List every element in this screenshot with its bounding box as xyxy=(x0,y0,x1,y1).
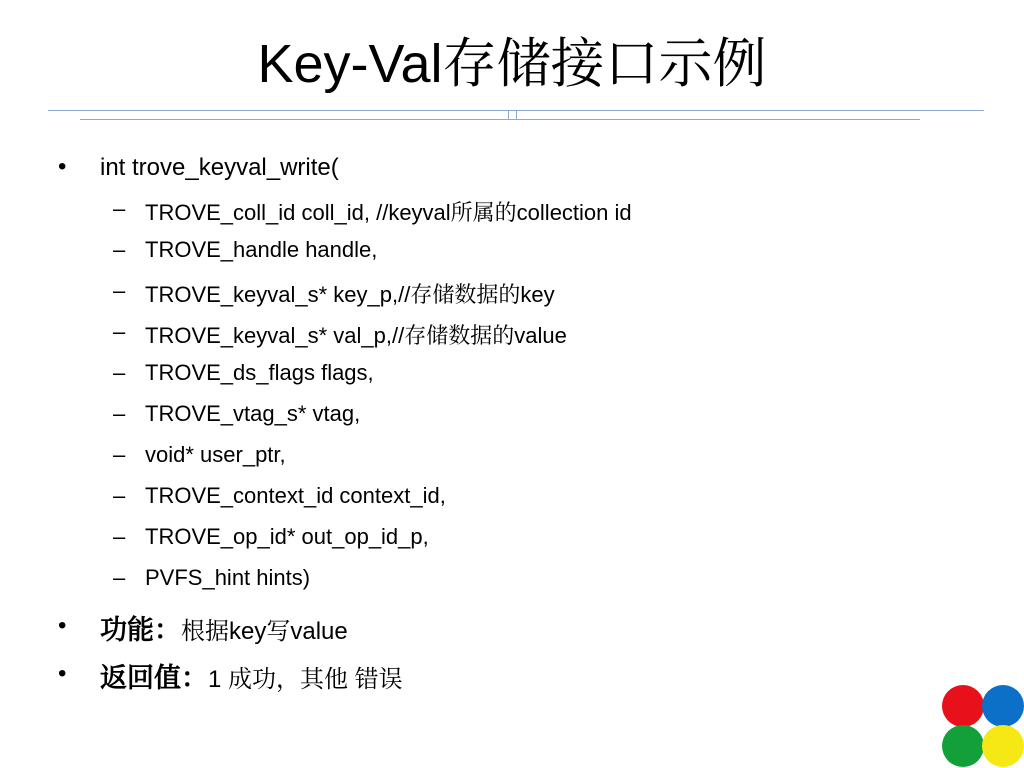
param-line: TROVE_keyval_s* key_p,//存储数据的key xyxy=(145,282,555,307)
blue-dot xyxy=(982,685,1024,727)
four-dots-logo xyxy=(940,684,1024,768)
dash-marker: – xyxy=(113,483,126,508)
slide-title: Key-Val存储接口示例 xyxy=(257,34,767,94)
dash-marker: – xyxy=(113,442,126,467)
dash-marker: – xyxy=(113,278,126,303)
dash-marker: – xyxy=(113,360,126,385)
dash-marker: – xyxy=(113,319,126,344)
bullet-marker: • xyxy=(58,612,67,639)
return-label: 返回值： xyxy=(100,663,208,693)
function-label: 功能： xyxy=(100,615,181,645)
bullet-marker: • xyxy=(58,660,67,687)
param-line: PVFS_hint hints) xyxy=(145,565,311,590)
yellow-dot xyxy=(982,725,1024,767)
return-description xyxy=(100,656,403,695)
function-signature: int trove_keyval_write( xyxy=(100,154,339,181)
param-line: TROVE_keyval_s* val_p,//存储数据的value xyxy=(145,323,567,348)
dash-marker: – xyxy=(113,565,126,590)
param-line: TROVE_op_id* out_op_id_p, xyxy=(145,524,429,549)
function-text: 根据key写value xyxy=(181,618,348,645)
green-dot xyxy=(942,725,984,767)
dash-marker: – xyxy=(113,524,126,549)
dash-marker: – xyxy=(113,196,126,221)
param-line: TROVE_coll_id coll_id, //keyval所属的collection id xyxy=(145,200,632,225)
red-dot xyxy=(942,685,984,727)
return-text: 1 成功，其他 错误 xyxy=(208,666,403,693)
param-line: TROVE_ds_flags flags, xyxy=(145,360,374,385)
param-line: TROVE_context_id context_id, xyxy=(145,483,446,508)
function-description xyxy=(100,608,348,647)
bullet-marker: • xyxy=(58,153,67,180)
param-line: void* user_ptr, xyxy=(145,442,286,467)
param-line: TROVE_vtag_s* vtag, xyxy=(145,401,361,426)
param-line: TROVE_handle handle, xyxy=(145,237,378,262)
dash-marker: – xyxy=(113,401,126,426)
dash-marker: – xyxy=(113,237,126,262)
